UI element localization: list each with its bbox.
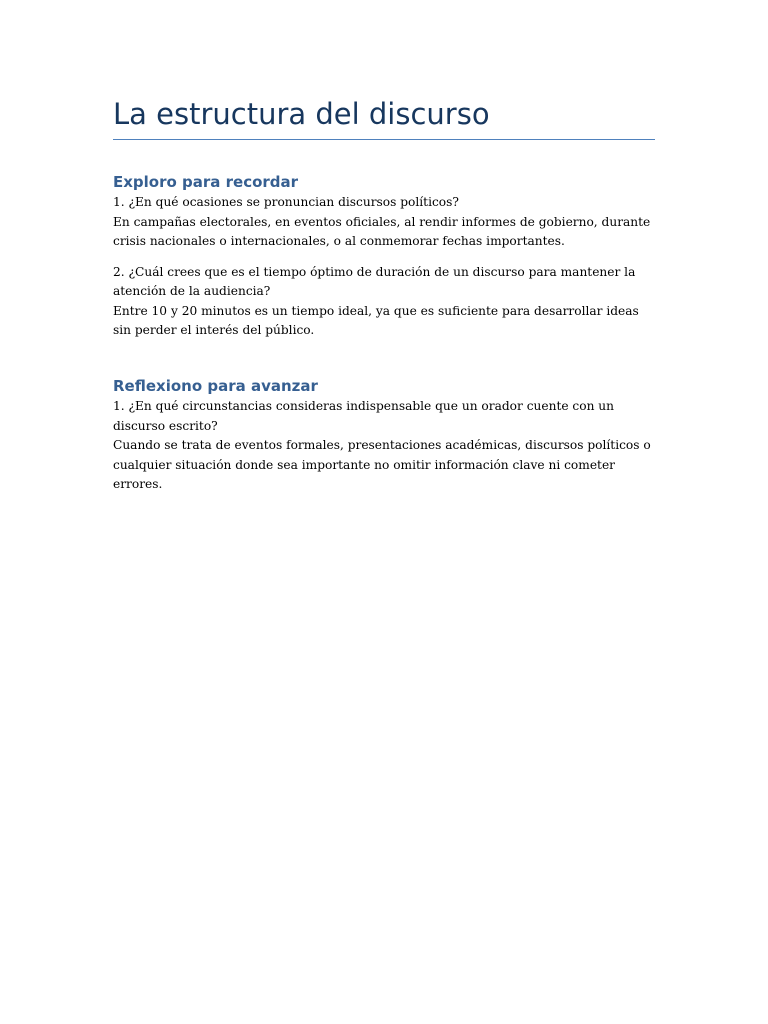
section-heading: Reflexiono para avanzar bbox=[113, 377, 318, 395]
section-exploro-para-recordar bbox=[113, 171, 655, 341]
answer-text: Cuando se trata de eventos formales, presentaciones académicas, discursos políticos o cualquier situación donde sea importante no omitir información clave ni cometer errores. bbox=[113, 438, 651, 491]
question-text: 1. ¿En qué circunstancias consideras indispensable que un orador cuente con un discurso escrito? bbox=[113, 399, 615, 433]
question-text: 2. ¿Cuál crees que es el tiempo óptimo de duración de un discurso para mantener la atención de la audiencia? bbox=[113, 264, 636, 298]
question-text: 1. ¿En qué ocasiones se pronuncian discursos políticos? bbox=[113, 195, 459, 209]
answer-text: En campañas electorales, en eventos oficiales, al rendir informes de gobierno, durante crisis nacionales o internacionales, o al conmemorar fechas importantes. bbox=[113, 214, 651, 248]
section-reflexiono-para-avanzar bbox=[113, 375, 655, 495]
document-title: La estructura del discurso bbox=[113, 97, 490, 131]
title-underline bbox=[113, 139, 655, 140]
question-answer-block bbox=[113, 397, 655, 495]
question-answer-block bbox=[113, 263, 655, 341]
question-answer-block bbox=[113, 193, 655, 252]
answer-text: Entre 10 y 20 minutos es un tiempo ideal, ya que es suficiente para desarrollar ideas sin perder el interés del público. bbox=[113, 303, 639, 337]
section-heading: Exploro para recordar bbox=[113, 173, 299, 191]
